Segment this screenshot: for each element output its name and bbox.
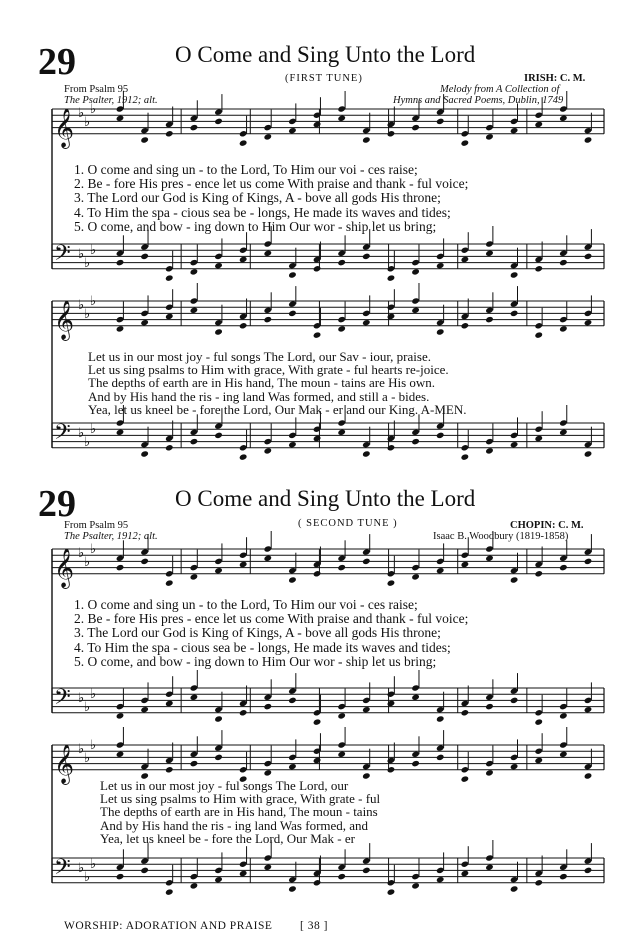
note-head	[313, 879, 322, 886]
flat-icon: ♭	[90, 687, 97, 702]
note-head	[214, 262, 223, 269]
verses-2	[74, 598, 468, 669]
refrain-line: The depths of earth are in His hand, The moun - tains	[100, 804, 378, 820]
note-head	[313, 121, 322, 128]
note-head	[165, 444, 174, 451]
footer-section: WORSHIP: ADORATION AND PRAISE	[64, 920, 273, 932]
note-head	[411, 573, 420, 580]
note-head	[214, 715, 223, 722]
note-head	[337, 712, 346, 719]
note-head	[411, 760, 420, 767]
note-head	[510, 576, 519, 583]
flat-icon: ♭	[90, 857, 97, 872]
note-head	[116, 115, 125, 122]
note-head	[165, 579, 174, 586]
refrain-line: The depths of earth are in His hand, The moun - tains are His own.	[88, 375, 436, 391]
note-head	[337, 751, 346, 758]
note-head	[165, 313, 174, 320]
note-head	[116, 751, 125, 758]
note-head	[436, 715, 445, 722]
note-head	[584, 450, 593, 457]
note-head	[313, 331, 322, 338]
note-head	[461, 453, 470, 460]
note-head	[436, 328, 445, 335]
note-head	[387, 888, 396, 895]
note-head	[387, 579, 396, 586]
flat-icon: ♭	[78, 546, 85, 561]
verses-1	[74, 163, 468, 234]
note-head	[214, 328, 223, 335]
refrain-line: Yea, let us kneel be - fore the Lord, Our Mak - er	[100, 830, 355, 846]
note-head	[485, 316, 494, 323]
note-head	[584, 136, 593, 143]
verse-line: 3. The Lord our God is King of Kings, A - bove all gods His throne;	[74, 625, 441, 641]
note-head	[140, 136, 149, 143]
note-head	[510, 441, 519, 448]
note-head	[461, 709, 470, 716]
tune-name-2: CHOPIN: C. M.	[510, 520, 584, 531]
note-head	[436, 876, 445, 883]
note-head	[362, 253, 371, 260]
hymn-number-2: 29	[38, 483, 76, 525]
flat-icon: ♭	[90, 542, 97, 557]
treble-clef-icon: 𝄞	[54, 108, 75, 148]
note-head	[411, 268, 420, 275]
verse-line: 1. O come and sing un - to the Lord, To Him our voi - ces raise;	[74, 162, 418, 177]
note-head	[510, 127, 519, 134]
note-head	[387, 274, 396, 281]
note-head	[190, 573, 199, 580]
flat-icon: ♭	[84, 115, 91, 130]
flat-icon: ♭	[84, 870, 91, 885]
flat-icon: ♭	[84, 307, 91, 322]
note-head	[239, 561, 248, 568]
flat-icon: ♭	[78, 426, 85, 441]
hymn-number-1: 29	[38, 41, 76, 83]
note-head	[534, 435, 543, 442]
treble-clef-icon: 𝄞	[54, 548, 75, 588]
page-number: [ 38 ]	[300, 920, 328, 932]
note-head	[534, 570, 543, 577]
refrain-line: Yea, let us kneel be - fore the Lord, Our Mak - er and our King. A-MEN.	[88, 401, 467, 417]
note-head	[559, 259, 568, 266]
note-head	[239, 870, 248, 877]
note-head	[436, 754, 445, 761]
note-head	[387, 313, 396, 320]
note-head	[264, 864, 273, 871]
flat-icon: ♭	[78, 742, 85, 757]
verse-line: 3. The Lord our God is King of Kings, A - bove all gods His throne;	[74, 190, 441, 206]
note-head	[534, 121, 543, 128]
flat-icon: ♭	[78, 298, 85, 313]
note-head	[190, 694, 199, 701]
flat-icon: ♭	[90, 738, 97, 753]
verse-line: 4. To Him the spa - cious sea be - longs, He made its waves and tides;	[74, 639, 451, 655]
source2-3: The Psalter, 1912; alt.	[64, 531, 158, 542]
flat-icon: ♭	[90, 243, 97, 258]
refrain-line: And by His hand the ris - ing land Was formed, and	[100, 817, 369, 833]
note-head	[116, 712, 125, 719]
tune-label-1: (FIRST TUNE)	[285, 73, 363, 84]
note-head	[387, 700, 396, 707]
note-head	[362, 867, 371, 874]
note-head	[239, 709, 248, 716]
flat-icon: ♭	[90, 422, 97, 437]
source-3: From Psalm 95	[64, 520, 129, 531]
note-head	[436, 118, 445, 125]
note-head	[387, 444, 396, 451]
note-head	[534, 757, 543, 764]
note-head	[264, 133, 273, 140]
note-head	[584, 558, 593, 565]
note-head	[559, 115, 568, 122]
note-head	[485, 703, 494, 710]
note-head	[239, 453, 248, 460]
note-head	[559, 751, 568, 758]
note-head	[485, 864, 494, 871]
note-head	[288, 576, 297, 583]
note-head	[288, 310, 297, 317]
note-head	[116, 429, 125, 436]
verse-line: 5. O come, and bow - ing down to Him Our wor - ship let us bring;	[74, 218, 437, 234]
note-head	[485, 555, 494, 562]
hymn-title-1: O Come and Sing Unto the Lord	[175, 42, 476, 67]
note-head	[362, 706, 371, 713]
note-head	[584, 772, 593, 779]
bass-clef-icon: 𝄢	[54, 241, 71, 271]
note-head	[313, 570, 322, 577]
note-head	[288, 885, 297, 892]
note-head	[362, 558, 371, 565]
note-head	[239, 256, 248, 263]
note-head	[116, 564, 125, 571]
note-head	[411, 307, 420, 314]
note-head	[116, 325, 125, 332]
note-head	[411, 694, 420, 701]
note-head	[559, 712, 568, 719]
note-head	[411, 438, 420, 445]
note-head	[190, 268, 199, 275]
note-head	[337, 115, 346, 122]
note-head	[337, 429, 346, 436]
note-head	[214, 567, 223, 574]
note-head	[140, 558, 149, 565]
note-head	[214, 754, 223, 761]
note-head	[387, 766, 396, 773]
note-head	[411, 882, 420, 889]
note-head	[584, 706, 593, 713]
bass-clef-icon: 𝄢	[54, 685, 71, 715]
note-head	[559, 564, 568, 571]
flat-icon: ♭	[78, 247, 85, 262]
refrain-line: Let us in our most joy - ful songs The Lord, our	[100, 778, 349, 793]
note-head	[116, 259, 125, 266]
note-head	[584, 319, 593, 326]
melody-credit-2: Hymns and Sacred Poems, Dublin, 1749	[393, 95, 564, 106]
note-head	[288, 441, 297, 448]
flat-icon: ♭	[84, 700, 91, 715]
refrain-line: Let us sing psalms to Him with grace, With grate - ful	[100, 791, 381, 807]
note-head	[214, 876, 223, 883]
note-head	[264, 250, 273, 257]
flat-icon: ♭	[90, 294, 97, 309]
note-head	[190, 760, 199, 767]
bass-clef-icon: 𝄢	[54, 855, 71, 885]
note-head	[362, 450, 371, 457]
verse-line: 1. O come and sing un - to the Lord, To Him our voi - ces raise;	[74, 597, 418, 612]
note-head	[239, 139, 248, 146]
note-head	[510, 885, 519, 892]
note-head	[559, 429, 568, 436]
tune-name-1: IRISH: C. M.	[524, 73, 586, 84]
note-head	[461, 775, 470, 782]
note-head	[337, 259, 346, 266]
note-head	[337, 564, 346, 571]
note-head	[264, 447, 273, 454]
tune-label-2: ( SECOND TUNE )	[298, 518, 398, 529]
note-head	[313, 757, 322, 764]
refrain-2	[100, 779, 380, 845]
note-head	[362, 319, 371, 326]
bass-clef-icon: 𝄢	[54, 420, 71, 450]
note-head	[461, 561, 470, 568]
note-head	[461, 870, 470, 877]
note-head	[264, 703, 273, 710]
verse-line: 5. O come, and bow - ing down to Him Our wor - ship let us bring;	[74, 653, 437, 669]
note-head	[165, 130, 174, 137]
note-head	[584, 253, 593, 260]
note-head	[214, 432, 223, 439]
note-head	[165, 700, 174, 707]
note-head	[461, 139, 470, 146]
note-head	[436, 432, 445, 439]
flat-icon: ♭	[84, 435, 91, 450]
flat-icon: ♭	[84, 555, 91, 570]
source-1: From Psalm 95	[64, 84, 129, 95]
note-head	[485, 447, 494, 454]
note-head	[337, 325, 346, 332]
flat-icon: ♭	[78, 861, 85, 876]
flat-icon: ♭	[90, 102, 97, 117]
note-head	[337, 873, 346, 880]
note-head	[264, 316, 273, 323]
note-head	[288, 763, 297, 770]
note-head	[140, 450, 149, 457]
note-head	[510, 310, 519, 317]
flat-icon: ♭	[84, 256, 91, 271]
note-head	[239, 322, 248, 329]
treble-clef-icon: 𝄞	[54, 300, 75, 340]
note-head	[140, 706, 149, 713]
note-head	[190, 882, 199, 889]
note-head	[411, 124, 420, 131]
note-head	[534, 265, 543, 272]
note-head	[584, 867, 593, 874]
note-head	[140, 319, 149, 326]
note-head	[436, 262, 445, 269]
note-head	[165, 274, 174, 281]
hymn-title-2: O Come and Sing Unto the Lord	[175, 486, 476, 511]
verse-line: 4. To Him the spa - cious sea be - longs, He made its waves and tides;	[74, 204, 451, 220]
refrain-line: Let us sing psalms to Him with grace, With grate - ful hearts re-joice.	[88, 362, 449, 378]
note-head	[510, 763, 519, 770]
note-head	[461, 256, 470, 263]
note-head	[165, 888, 174, 895]
refrain-line: And by His hand the ris - ing land Was formed, and still a - bides.	[88, 388, 430, 404]
note-head	[485, 769, 494, 776]
note-head	[264, 769, 273, 776]
refrain-line: Let us in our most joy - ful songs The Lord, our Sav - iour, praise.	[88, 349, 431, 364]
treble-clef-icon: 𝄞	[54, 744, 75, 784]
note-head	[387, 130, 396, 137]
note-head	[534, 879, 543, 886]
note-head	[288, 697, 297, 704]
note-head	[461, 322, 470, 329]
note-head	[559, 873, 568, 880]
flat-icon: ♭	[78, 106, 85, 121]
note-head	[362, 136, 371, 143]
source2-1: The Psalter, 1912; alt.	[64, 95, 158, 106]
composer-2: Isaac B. Woodbury (1819-1858)	[433, 531, 569, 542]
note-head	[510, 271, 519, 278]
note-head	[190, 438, 199, 445]
note-head	[313, 718, 322, 725]
note-head	[313, 435, 322, 442]
note-head	[436, 567, 445, 574]
note-head	[534, 718, 543, 725]
note-head	[313, 265, 322, 272]
refrain-1	[88, 350, 466, 416]
note-head	[214, 118, 223, 125]
verse-line: 2. Be - fore His pres - ence let us come With praise and thank - ful voice;	[74, 176, 469, 192]
verse-line: 2. Be - fore His pres - ence let us come With praise and thank - ful voice;	[74, 611, 469, 627]
flat-icon: ♭	[78, 691, 85, 706]
note-head	[485, 133, 494, 140]
note-head	[165, 766, 174, 773]
note-head	[190, 307, 199, 314]
note-head	[116, 873, 125, 880]
melody-credit-1: Melody from A Collection of	[440, 84, 560, 95]
note-head	[534, 331, 543, 338]
note-head	[140, 867, 149, 874]
note-head	[288, 127, 297, 134]
note-head	[510, 697, 519, 704]
note-head	[288, 271, 297, 278]
note-head	[190, 124, 199, 131]
flat-icon: ♭	[84, 751, 91, 766]
note-head	[559, 325, 568, 332]
note-head	[140, 253, 149, 260]
note-head	[264, 555, 273, 562]
note-head	[485, 250, 494, 257]
